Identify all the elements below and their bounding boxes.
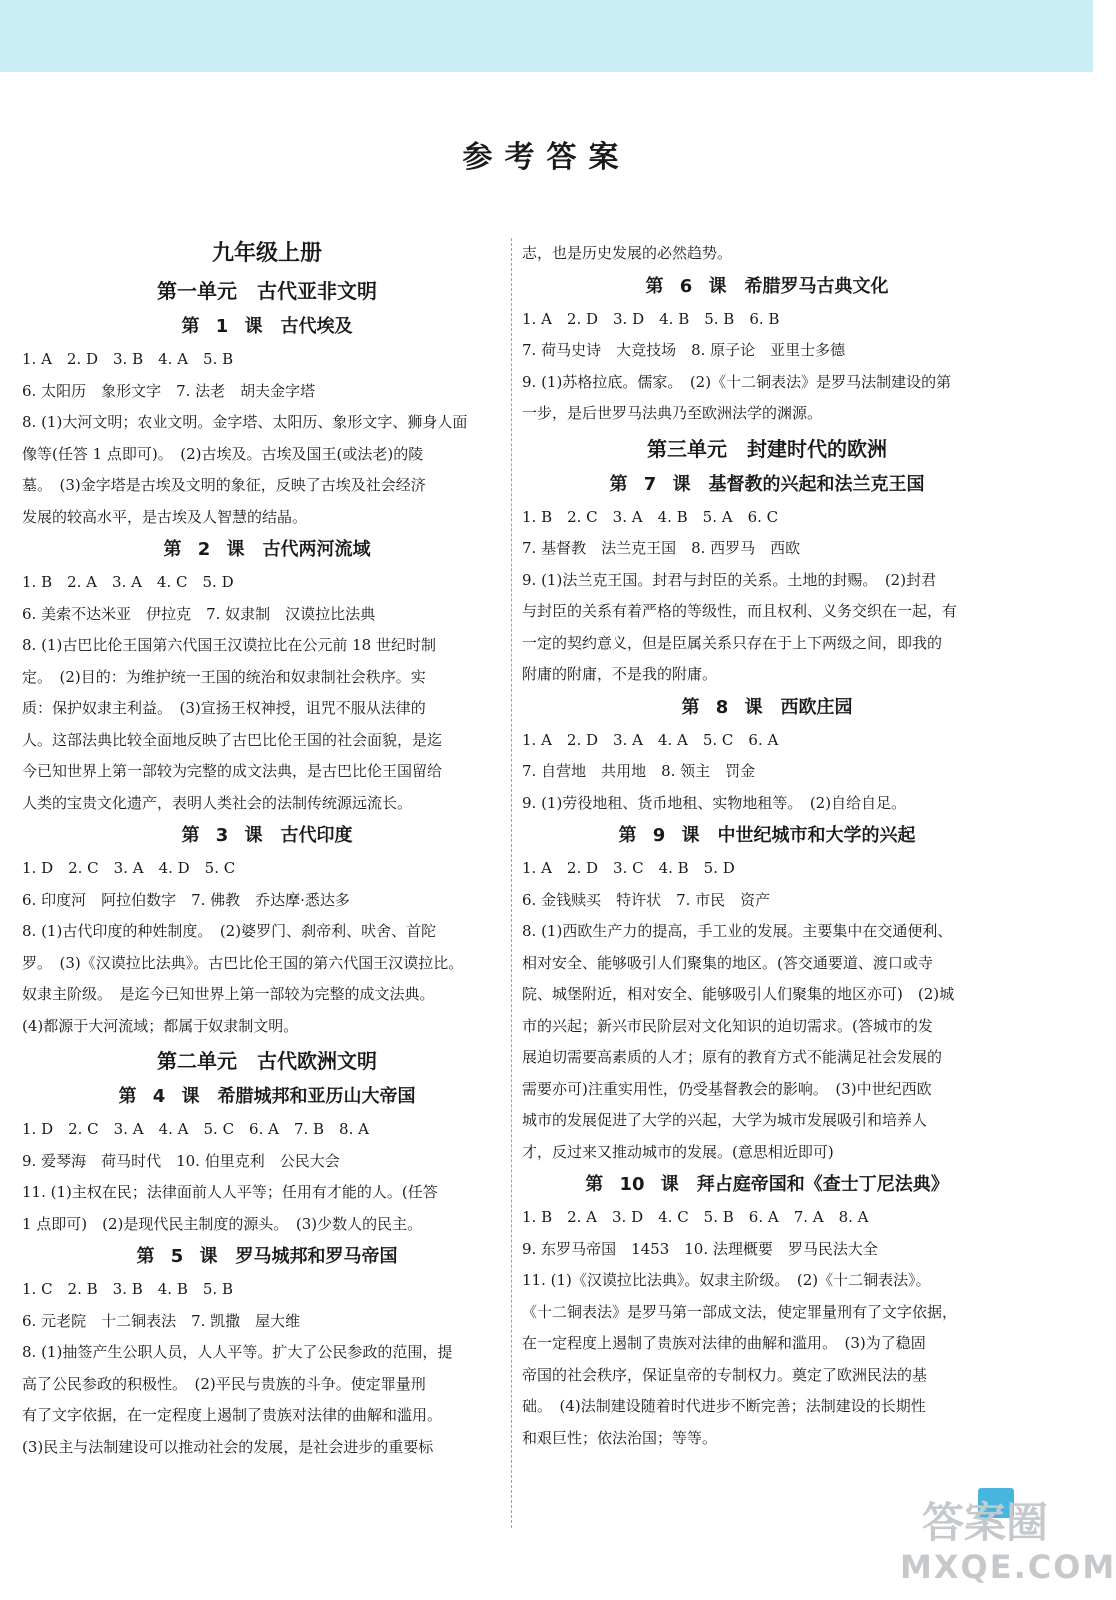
answer-line: 6. 太阳历 象形文字 7. 法老 胡夫金字塔	[22, 381, 316, 400]
watermark-bottom-text: MXQE.COM	[900, 1548, 1116, 1586]
answer-line: 附庸的附庸，不是我的附庸。	[522, 665, 718, 683]
answer-line: 发展的较高水平，是古埃及人智慧的结晶。	[22, 507, 308, 526]
answer-line: 墓。 (3)金字塔是古埃及文明的象征，反映了古埃及社会经济	[22, 476, 426, 494]
watermark-logo	[900, 1490, 1116, 1595]
answer-line: (3)民主与法制建设可以推动社会的发展，是社会进步的重要标	[22, 1437, 434, 1456]
answer-line: 9. (1)法兰克王国。封君与封臣的关系。土地的封赐。 (2)封君	[522, 570, 937, 589]
right-column	[522, 238, 1012, 1454]
answer-line: 有了文字依据，在一定程度上遏制了贵族对法律的曲解和滥用。	[22, 1406, 443, 1424]
column-divider	[511, 238, 512, 1528]
unit-heading: 第二单元 古代欧洲文明	[157, 1049, 377, 1073]
answer-line: 1. C 2. B 3. B 4. B 5. B	[22, 1280, 233, 1298]
answer-line: 6. 金钱赎买 特许状 7. 市民 资产	[522, 890, 771, 909]
answer-line: 城市的发展促进了大学的兴起，大学为城市发展吸引和培养人	[522, 1111, 928, 1129]
answer-line: 《十二铜表法》是罗马第一部成文法，使定罪量刑有了文字依据，	[522, 1302, 958, 1321]
answer-line: 7. 荷马史诗 大竞技场 8. 原子论 亚里士多德	[522, 341, 846, 359]
unit-heading: 第一单元 古代亚非文明	[157, 279, 377, 303]
answer-line: 像等(任答 1 点即可)。 (2)古埃及。古埃及国王(或法老)的陵	[22, 444, 424, 463]
lesson-heading: 第 1 课 古代埃及	[181, 316, 353, 337]
answer-line: 7. 基督教 法兰克王国 8. 西罗马 西欧	[522, 539, 801, 557]
left-answer-list	[22, 272, 512, 1463]
answer-line: 6. 元老院 十二铜表法 7. 凯撒 屋大维	[22, 1311, 301, 1330]
answer-line: 1. A 2. D 3. A 4. A 5. C 6. A	[522, 730, 779, 749]
lesson-heading: 第 3 课 古代印度	[181, 825, 353, 846]
lesson-heading: 第 8 课 西欧庄园	[681, 696, 853, 718]
answer-line: 1. B 2. A 3. A 4. C 5. D	[22, 573, 234, 591]
answer-line: 与封臣的关系有着严格的等级性，而且权利、义务交织在一起，有	[522, 602, 958, 620]
answer-line: 才，反过来又推动城市的发展。(意思相近即可)	[522, 1142, 834, 1161]
top-color-band	[0, 0, 1093, 72]
answer-line: 人。这部法典比较全面地反映了古巴比伦王国的社会面貌，是迄	[22, 730, 443, 749]
answer-line: 8. (1)西欧生产力的提高，手工业的发展。主要集中在交通便利、	[522, 922, 953, 940]
grade-heading: 九年级上册	[211, 241, 322, 266]
answer-line: 和艰巨性；依法治国；等等。	[522, 1428, 718, 1447]
lesson-heading: 第 5 课 罗马城邦和罗马帝国	[136, 1246, 398, 1267]
answer-line: 8. (1)古巴比伦王国第六代国王汉谟拉比在公元前 18 世纪时制	[22, 636, 436, 654]
answer-line: 8. (1)大河文明；农业文明。金字塔、太阳历、象形文字、狮身人面	[22, 413, 468, 431]
answer-line: 一定的契约意义，但是臣属关系只存在于上下两级之间，即我的	[522, 633, 943, 652]
answer-line: 1. D 2. C 3. A 4. A 5. C 6. A 7. B 8. A	[22, 1120, 369, 1138]
answer-line: 础。 (4)法制建设随着时代进步不断完善；法制建设的长期性	[522, 1397, 926, 1415]
answer-line: 6. 印度河 阿拉伯数字 7. 佛教 乔达摩·悉达多	[22, 890, 350, 909]
answer-line: 11. (1)主权在民；法律面前人人平等；任用有才能的人。(任答	[22, 1183, 438, 1201]
lesson-heading: 第 7 课 基督教的兴起和法兰克王国	[609, 473, 925, 495]
left-column	[22, 236, 512, 1463]
answer-line: 人类的宝贵文化遗产，表明人类社会的法制传统源远流长。	[22, 793, 413, 812]
answer-line: 1. A 2. D 3. C 4. B 5. D	[522, 859, 735, 877]
answer-line: 11. (1)《汉谟拉比法典》。奴隶主阶级。 (2)《十二铜表法》。	[522, 1271, 931, 1289]
answer-line: 在一定程度上遏制了贵族对法律的曲解和滥用。 (3)为了稳固	[522, 1334, 926, 1352]
answer-line: 1. B 2. A 3. D 4. C 5. B 6. A 7. A 8. A	[522, 1208, 869, 1226]
answer-line: 8. (1)抽签产生公职人员，人人平等。扩大了公民参政的范围，提	[22, 1343, 453, 1361]
answer-line: 今已知世界上第一部较为完整的成文法典，是古巴比伦王国留给	[22, 762, 443, 780]
answer-line: 9. (1)劳役地租、货币地租、实物地租等。 (2)自给自足。	[522, 793, 907, 812]
lesson-heading: 第 6 课 希腊罗马古典文化	[645, 275, 889, 297]
unit-heading: 第三单元 封建时代的欧洲	[647, 436, 887, 461]
answer-line: 市的兴起；新兴市民阶层对文化知识的迫切需求。(答城市的发	[522, 1016, 933, 1035]
watermark-top-text: 答案圈	[921, 1498, 1048, 1547]
answer-line: 需要亦可)注重实用性，仍受基督教会的影响。 (3)中世纪西欧	[522, 1079, 932, 1098]
answer-line: 高了公民参政的积极性。 (2)平民与贵族的斗争。使定罪量刑	[22, 1374, 426, 1393]
answer-line: 9. (1)苏格拉底。儒家。 (2)《十二铜表法》是罗马法制建设的第	[522, 372, 952, 391]
lesson-heading: 第 4 课 希腊城邦和亚历山大帝国	[118, 1086, 416, 1107]
answer-line: 1. A 2. D 3. D 4. B 5. B 6. B	[522, 309, 780, 328]
lesson-heading: 第 10 课 拜占庭帝国和《查士丁尼法典》	[585, 1174, 949, 1195]
answer-line: 相对安全、能够吸引人们聚集的地区。(答交通要道、渡口或寺	[522, 953, 933, 972]
answer-line: 6. 美索不达米亚 伊拉克 7. 奴隶制 汉谟拉比法典	[22, 604, 376, 623]
answer-line: 质：保护奴隶主利益。 (3)宣扬王权神授，诅咒不服从法律的	[22, 699, 426, 717]
answer-line: 院、城堡附近，相对安全、能够吸引人们聚集的地区亦可) (2)城	[522, 985, 955, 1003]
answer-line: 1 点即可) (2)是现代民主制度的源头。 (3)少数人的民主。	[22, 1214, 423, 1233]
answer-line: (4)都源于大河流域；都属于奴隶制文明。	[22, 1016, 299, 1035]
answer-line: 帝国的社会秩序，保证皇帝的专制权力。奠定了欧洲民法的基	[522, 1365, 928, 1384]
answer-line: 一步，是后世罗马法典乃至欧洲法学的渊源。	[522, 404, 823, 422]
answer-line: 8. (1)古代印度的种姓制度。 (2)婆罗门、刹帝利、吠舍、首陀	[22, 922, 437, 940]
answer-line: 1. B 2. C 3. A 4. B 5. A 6. C	[522, 507, 779, 526]
answer-line: 9. 东罗马帝国 1453 10. 法理概要 罗马民法大全	[522, 1239, 878, 1258]
lesson-heading: 第 9 课 中世纪城市和大学的兴起	[618, 825, 916, 846]
answer-line: 志，也是历史发展的必然趋势。	[522, 244, 733, 262]
answer-line: 定。 (2)目的：为维护统一王国的统治和奴隶制社会秩序。实	[22, 667, 426, 686]
answer-line: 1. D 2. C 3. A 4. D 5. C	[22, 859, 236, 877]
answer-line: 7. 自营地 共用地 8. 领主 罚金	[522, 762, 756, 780]
answer-line: 罗。 (3)《汉谟拉比法典》。古巴比伦王国的第六代国王汉谟拉比。	[22, 953, 464, 972]
lesson-heading: 第 2 课 古代两河流域	[163, 539, 371, 560]
answer-line: 9. 爱琴海 荷马时代 10. 伯里克利 公民大会	[22, 1151, 340, 1170]
answer-line: 1. A 2. D 3. B 4. A 5. B	[22, 350, 234, 368]
page-title: 参考答案	[462, 140, 631, 175]
answer-line: 奴隶主阶级。 是迄今已知世界上第一部较为完整的成文法典。	[22, 985, 435, 1003]
right-answer-list	[522, 238, 1012, 1454]
answer-line: 展迫切需要高素质的人才；原有的教育方式不能满足社会发展的	[522, 1048, 943, 1066]
